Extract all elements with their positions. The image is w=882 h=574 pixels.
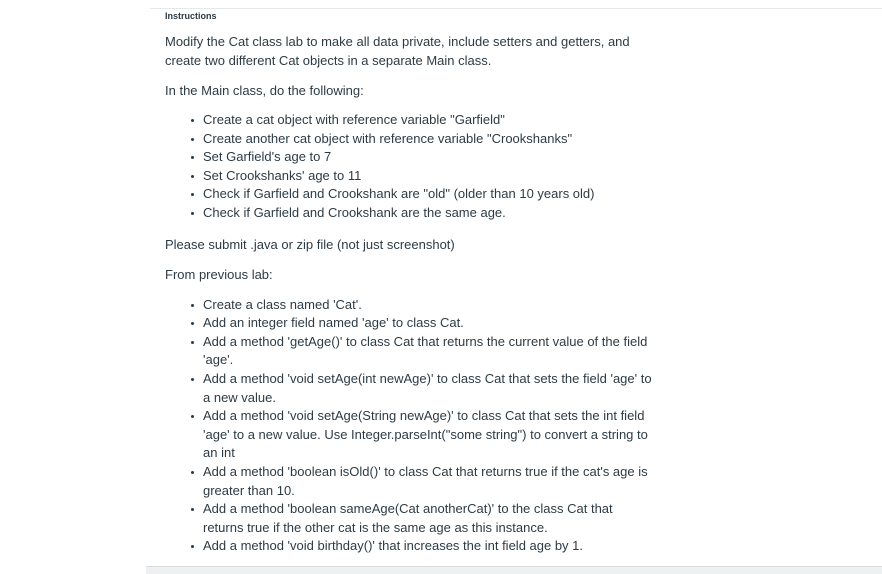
list-item: Add a method 'boolean isOld()' to class Cat that returns true if the cat's age is greater than 10. [203,463,653,500]
list-item: Create another cat object with reference variable "Crookshanks" [203,130,653,149]
list-item: Set Crookshanks' age to 11 [203,167,653,186]
list-item: Create a class named 'Cat'. [203,296,653,315]
list-item: Add a method 'void setAge(int newAge)' to class Cat that sets the field 'age' to a new value. [203,370,653,407]
submit-note: Please submit .java or zip file (not just screenshot) [165,236,455,252]
top-divider [150,8,882,9]
list-item: Create a cat object with reference variable "Garfield" [203,111,653,130]
previous-lab-steps [165,296,665,556]
list-item: Add a method 'void birthday()' that increases the int field age by 1. [203,537,653,556]
bottom-divider [146,566,882,574]
list-item: Add an integer field named 'age' to class Cat. [203,314,653,333]
main-class-steps [165,111,665,223]
list-item: Check if Garfield and Crookshank are the same age. [203,204,653,223]
list-item: Add a method 'void setAge(String newAge)' to class Cat that sets the int field 'age' to a new value. Use Integer.parseInt("some string") to convert a string to an int [203,407,653,463]
list-item: Check if Garfield and Crookshank are "old" (older than 10 years old) [203,185,653,204]
assignment-content [165,11,665,568]
list-item: Add a method 'getAge()' to class Cat that returns the current value of the field 'age'. [203,333,653,370]
intro-paragraph: Modify the Cat class lab to make all data private, include setters and getters, and create two different Cat objects in a separate Main class. [165,34,630,68]
instructions-heading: Instructions [165,11,217,21]
main-class-intro: In the Main class, do the following: [165,83,364,98]
previous-lab-intro: From previous lab: [165,266,273,282]
list-item: Add a method 'boolean sameAge(Cat anotherCat)' to the class Cat that returns true if the other cat is the same age as this instance. [203,500,653,537]
list-item: Set Garfield's age to 7 [203,148,653,167]
